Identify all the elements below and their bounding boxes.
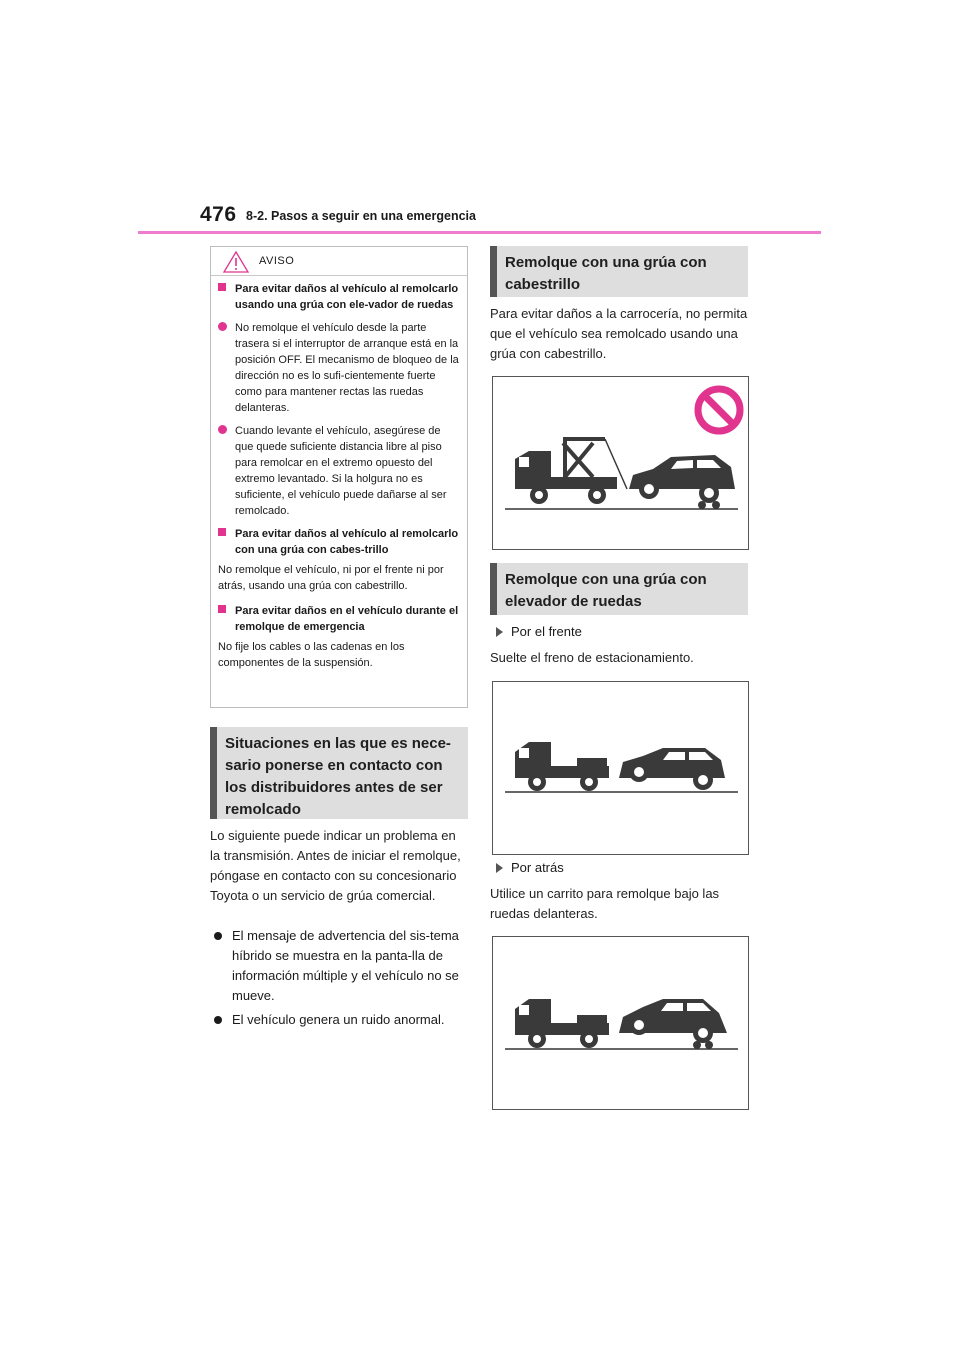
- warning-point: Cuando levante el vehículo, asegúrese de que quede suficiente distancia libre al piso para remolcar en el extremo opuesto del extremo levantado. Si la holgura no es suficiente, el vehículo puede dañarse al ser remolcado.: [218, 423, 460, 519]
- warning-heading: Para evitar daños al vehículo al remolcarlo con una grúa con cabes-trillo: [218, 526, 460, 558]
- square-bullet-icon: [218, 605, 226, 613]
- page-number: 476: [200, 203, 237, 226]
- warning-triangle-icon: [223, 251, 249, 273]
- section-title: 8-2. Pasos a seguir en una emergencia: [246, 209, 476, 223]
- warning-label: AVISO: [259, 255, 295, 267]
- warning-point: No remolque el vehículo desde la parte trasera si el interruptor de arranque está en la posición OFF. El mecanismo de bloqueo de la dirección no es lo sufi-cientemente fuerte como para mantener rectas las ruedas delanteras.: [218, 320, 460, 416]
- front-tow-text: Suelte el freno de estacionamiento.: [490, 650, 694, 665]
- arrow-right-icon: [496, 863, 503, 873]
- tow-truck-icon: [515, 437, 627, 504]
- header-rule: [138, 231, 821, 234]
- arrow-right-icon: [496, 627, 503, 637]
- rear-lift-figure: [492, 936, 749, 1110]
- bullet-icon: [214, 932, 222, 940]
- warning-text: No fije los cables o las cadenas en los componentes de la suspensión.: [218, 641, 405, 669]
- circle-bullet-icon: [218, 425, 227, 434]
- rear-tow-label: Por atrás: [490, 858, 564, 878]
- car-icon: [629, 455, 735, 509]
- front-lift-figure: [492, 681, 749, 855]
- sling-tow-figure: [492, 376, 749, 550]
- bullet-icon: [214, 1016, 222, 1024]
- square-bullet-icon: [218, 283, 226, 291]
- sling-tow-heading: Remolque con una grúa con cabestrillo: [490, 246, 748, 297]
- circle-bullet-icon: [218, 322, 227, 331]
- warning-box: [210, 246, 468, 708]
- warning-header: [211, 247, 467, 276]
- prohibited-icon: [698, 389, 740, 431]
- contact-dealer-heading: Situaciones en las que es nece- sario ponerse en contacto con los distribuidores antes de ser remolcado: [210, 727, 468, 819]
- square-bullet-icon: [218, 528, 226, 536]
- rear-tow-text: Utilice un carrito para remolque bajo las ruedas delanteras.: [490, 886, 720, 921]
- sling-tow-text: Para evitar daños a la carrocería, no permita que el vehículo sea remolcado usando una grúa con cabestrillo.: [490, 306, 748, 361]
- tow-truck-icon: [515, 742, 609, 791]
- front-lift-illustration: [493, 682, 748, 854]
- warning-heading: Para evitar daños al vehículo al remolcarlo usando una grúa con ele-vador de ruedas: [218, 281, 460, 313]
- list-item: El vehículo genera un ruido anormal.: [210, 1010, 472, 1030]
- contact-dealer-intro: Lo siguiente puede indicar un problema en la transmisión. Antes de iniciar el remolque, póngase en contacto con su concesionario Toyota o un servicio de grúa comercial.: [210, 828, 461, 903]
- warning-text: No remolque el vehículo, ni por el frente ni por atrás, usando una grúa con cabestrillo.: [218, 564, 444, 592]
- sling-tow-illustration: [493, 377, 748, 549]
- warning-heading: Para evitar daños en el vehículo durante el remolque de emergencia: [218, 603, 460, 635]
- wheel-lift-heading: Remolque con una grúa con elevador de ruedas: [490, 563, 748, 615]
- car-icon: [619, 748, 725, 790]
- car-icon: [619, 999, 727, 1049]
- front-tow-label: Por el frente: [490, 622, 582, 642]
- tow-truck-icon: [515, 999, 609, 1048]
- list-item: El mensaje de advertencia del sis-tema híbrido se muestra en la panta-lla de información múltiple y el vehículo no se mueve.: [210, 926, 468, 1006]
- warning-body: [211, 276, 467, 671]
- rear-lift-illustration: [493, 937, 748, 1109]
